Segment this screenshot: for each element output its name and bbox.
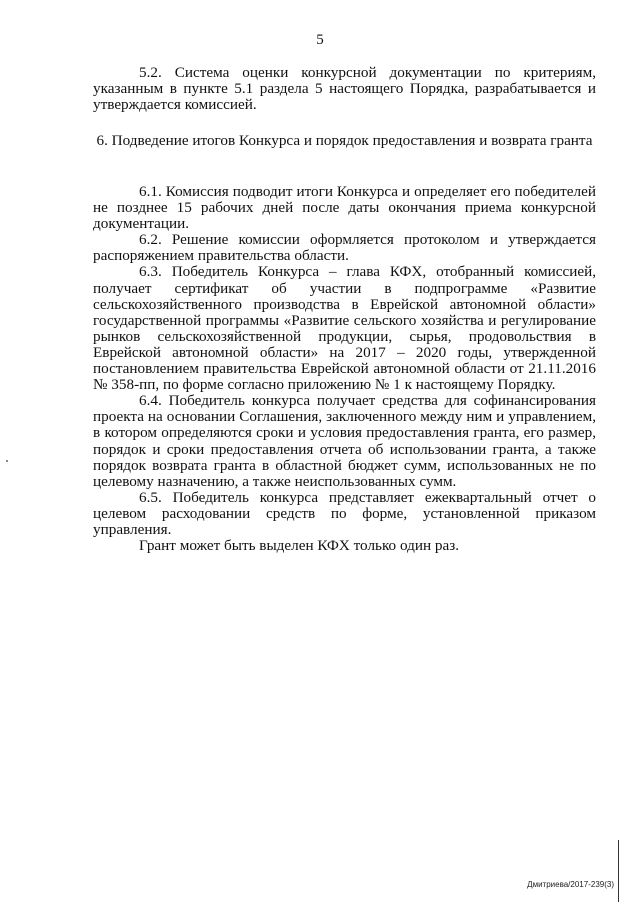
section-6-text [93,184,596,554]
scan-edge-line [618,840,619,902]
paragraph-6-4: 6.4. Победитель конкурса получает средства для софинансирования проекта на основании Соглашения, заключенного между ним и управлением, в котором определяются сроки и условия предоставления гранта, его размер, порядок и сроки предоставления отчета об использовании гранта, а также порядок возврата гранта в областной бюджет сумм, использованных не по целевому назначению, а также неиспользованных сумм. [93,392,596,490]
document-id: Дмитриева/2017-239(3) [527,880,614,889]
paragraph-grant-once: Грант может быть выделен КФХ только один раз. [139,537,460,555]
paragraph-5-2: 5.2. Система оценки конкурсной документации по критериям, указанным в пункте 5.1 раздела 5 настоящего Порядка, разрабатывается и утверждается комиссией. [93,64,596,114]
paragraph-6-3: 6.3. Победитель Конкурса – глава КФХ, отобранный комиссией, получает сертификат об участии в подпрограмме «Развитие сельскохозяйственного производства в Еврейской автономной области» государственной программы «Развитие сельского хозяйства и регулирование рынков сельскохозяйственной продукции, сырья, продовольствия в Еврейской автономной области» на 2017 – 2020 годы, утвержденной постановлением правительства Еврейской автономной области от 21.11.2016 № 358-пп, по форме согласно приложению № 1 к настоящему Порядку. [93,263,596,394]
scan-speck [6,460,8,462]
page-number: 5 [316,32,324,48]
paragraph-6-5: 6.5. Победитель конкурса представляет ежеквартальный отчет о целевом расходовании средств по форме, установленной приказом управления. [93,488,596,538]
paragraph-6-1: 6.1. Комиссия подводит итоги Конкурса и определяет его победителей не позднее 15 рабочих дней после даты окончания приема конкурсной документации. [93,183,596,233]
section-6-heading: 6. Подведение итогов Конкурса и порядок предоставления и возврата гранта [96,132,593,149]
section-5-text [93,65,596,113]
paragraph-6-2: 6.2. Решение комиссии оформляется протоколом и утверждается распоряжением правительства области. [93,231,596,265]
